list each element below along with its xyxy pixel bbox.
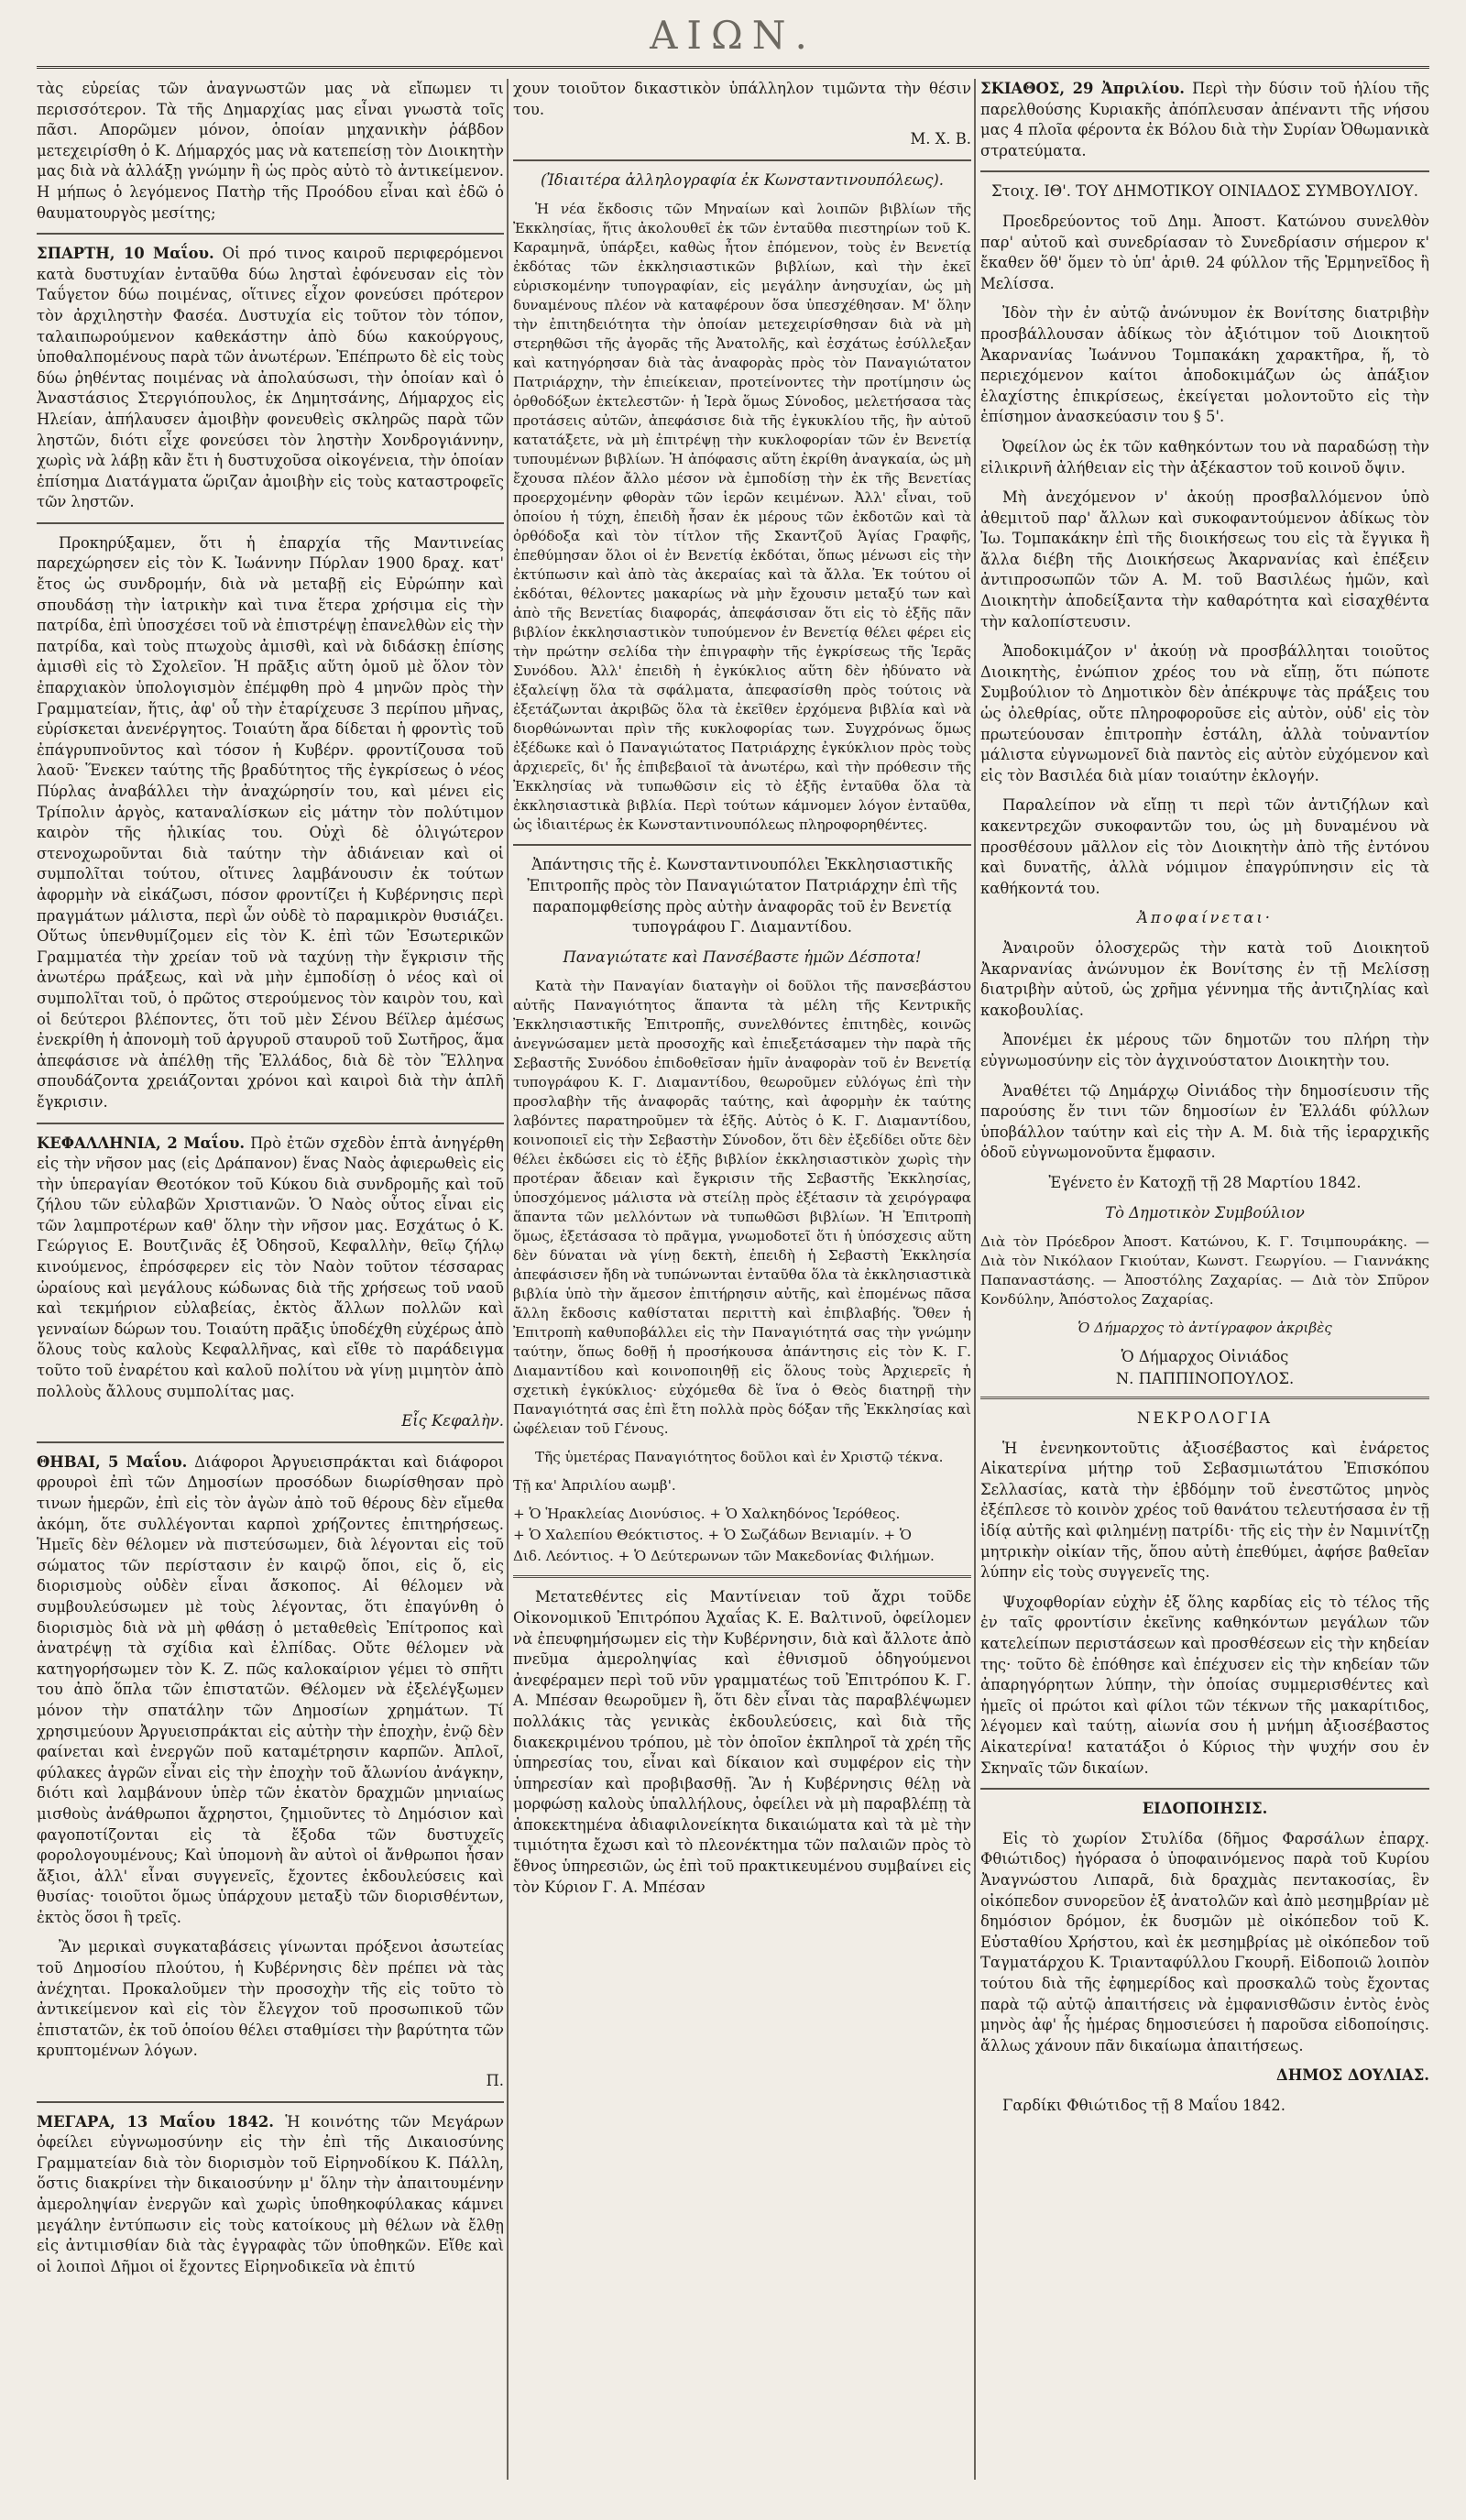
kefallinia-signature: Εἷς Κεφαλὴν. bbox=[401, 1412, 504, 1430]
divider bbox=[980, 1788, 1429, 1790]
reply-date: Τῇ κα' Ἀπριλίου αωμβ'. bbox=[513, 1477, 676, 1495]
copy-line: Ὁ Δήμαρχος τὸ ἀντίγραφον ἀκριβὲς bbox=[1078, 1320, 1332, 1337]
divider bbox=[37, 1123, 504, 1124]
minutes-paragraph-1: Προεδρεύοντος τοῦ Δημ. Ἀποστ. Κατώνου συνελθὸν παρ' αὐτοῦ καὶ συνεδρίασαν τὸ Συνεδρίασιν σήμερον κ' ἔκαθεν ὅθ' ὅμεν τὸ ὑπ' ἀριθ. 24 φύλλον τῆς Ἑρμηνεῖδος ἢ Μελίσσα. bbox=[980, 212, 1429, 292]
sparti-article bbox=[37, 244, 504, 513]
council-signatures: Διὰ τὸν Πρόεδρον Ἀποστ. Κατώνου, Κ. Γ. Τσιμπουράκης. — Διὰ τὸν Νικόλαον Γκιούταν, Κωνστ. Γεωργίου. — Γιαννάκης Παπαναστάσης. — Ἀποστόλης Ζαχαρίας. — Διὰ τὸν Σπῦρον Κονδύλην, Ἀπόστολος Ζαχαρίας. bbox=[980, 1233, 1429, 1309]
notice-signature: ΔΗΜΟΣ ΔΟΥΛΙΑΣ. bbox=[1275, 2066, 1429, 2085]
skiathos-dateline: ΣΚΙΑΘΟΣ, 29 Ἀπριλίου. bbox=[980, 80, 1185, 97]
obituary-paragraph-2: Ψυχοφθορίαν εὐχὴν ἐξ ὅλης καρδίας εἰς τὸ τέλος τῆς ἐν ταῖς φροντίσιν ἐκεῖνης καθηκόντων μεγάλων τῶν κατελείπων περιστάσεων καὶ προσθέσεων εἰς τὴν κηδείαν της· τοῦτο δὲ ἐπόθησε καὶ ἐπέχυσεν εἰς τὴν κηδείαν τῶν ἀπαρηγόρητων λύπην, τὴν ὁποίας συμμερισθέντες καὶ ἡμεῖς οἱ πρώτοι καὶ φίλοι τῶν τέκνων τῆς μακαρίτιδος, λέγομεν καὶ ταύτῃ, αἰωνία σου ἡ μνήμη ἀξιοσέβαστος Αἰκατερίνα! κατατάξοι ὁ Κύριος τὴν ψυχήν σου ἐν Σκηναῖς τῶν δικαίων. bbox=[980, 1593, 1429, 1777]
megara-article bbox=[37, 2112, 504, 2278]
thebes-body-2: Ἂν μερικαὶ συγκαταβάσεις γίνωνται πρόξενοι ἀσωτείας τοῦ Δημοσίου πλούτου, ἡ Κυβέρνησις δὲν πρέπει νὰ τὰς ἀνέχηται. Προκαλοῦμεν τὴν προσοχὴν τῆς εἰς τοῦτο τὸ ἀντικείμενον καὶ εἰς τὸν ἔλεγχον τοῦ προσωπικοῦ τῶν ἐπιστατῶν, ἐκ τοῦ ὁποίου θέλει σταθμίσει τὴν βαρύτητα τῶν κρυπτομένων λόγων. bbox=[37, 1938, 504, 2060]
correspondence-body: Ἡ νέα ἔκδοσις τῶν Μηναίων καὶ λοιπῶν βιβλίων τῆς Ἐκκλησίας, ἥτις ἀκολουθεῖ ἐκ τῶν ἐνταῦθα πιεστηρίων τοῦ Κ. Καραμηνᾶ, ὑπάρξει, καθὼς ἦτον ἐπόμενον, τοὺς ἐν Βενετίᾳ ἐκδότας τῶν ἐκκλησιαστικῶν βιβλίων, καὶ τὴν ἐκεῖ εὑρισκομένην τυπογραφίαν, εἰς μεγάλην ἀνησυχίαν, ὡς μὴ δυναμένους πλέον νὰ καταφέρουν ὅσα ὑπεσχέθησαν. Μ' ὅλην τὴν ἐπιτηδειότητα τὴν ὁποίαν μετεχειρίσθησαν διὰ νὰ μὴ στερηθῶσι τῆς ἀγορᾶς τῆς Ἀνατολῆς, καὶ ἐσχάτως ἐσύλλεξαν καὶ κατηγόρησαν διὰ τὰς ἀναφορὰς πρὸς τὸν Παναγιώτατον Πατριάρχην, τὴν ἐπιείκειαν, προτείνοντες τὴν προτίμησιν ὡς ὀρθοδόξων ἐκτελεστῶν· ἡ Ἱερὰ ὅμως Σύνοδος, μελετήσασα τὰς προτάσεις αὐτῶν, ἀπεφάσισε διὰ τῆς ἐγκυκλίου τῆς, ἣν αὐτοῦ κατατάξετε, νὰ μὴ ἐπιτρέψῃ τὴν κυκλοφορίαν τῶν ἐν Βενετίᾳ τυπουμένων βιβλίων. Ἡ ἀπόφασις αὕτη ἐκρίθη ἀναγκαία, ὡς μὴ ἔχουσα πλέον ἄλλο μέσον νὰ ἐμποδίσῃ τὴν ἐκ τῆς Βενετίας προερχομένην φθορὰν τῶν ἱερῶν κειμένων. Ἀλλ' εἶναι, τοῦ ὁποίου ἡ τύχη, ἐπειδὴ ἦσαν ἐκ μέρους τῶν ἐκδοτῶν καὶ τὰ ὀρθόδοξα καὶ τὸν τίτλον τῆς Σκαντζοῦ Ἁγίας Γραφῆς, ἐπεθύμησαν ὅλοι οἱ ἐν Βενετίᾳ ἐκδόται, ὅπως μένωσι εἰς τὴν ἐκτύπωσιν καὶ ἀπὸ τὰς ἀκεραίας καὶ τὰ ἄλλα. Ἐκ τούτου οἱ ἐκδόται, θέλοντες μακαρίως νὰ μὴν ἔχουσιν μεταξύ των καὶ ἀπὸ τῆς Βενετίας διαφοράς, ἀπεφάσισαν ὅτι εἰς τὸ ἑξῆς πᾶν βιβλίον ἐκκλησιαστικὸν τυπούμενον ἐν Βενετίᾳ θέλει φέρει εἰς τὴν πρώτην σελίδα τὴν ἐπιγραφὴν τῆς ἐγκρίσεως τῆς Ἱερᾶς Συνόδου. Ἀλλ' ἐπειδὴ ἡ ἐγκύκλιος αὕτη δὲν ἠδύνατο νὰ ἐξαλείψῃ ὅλα τὰ σφάλματα, ἀπεφασίσθη πρὸς τούτοις νὰ ἐξετάζωνται ἀκριβῶς ὅλα τὰ ἐκεῖθεν ἐρχόμενα βιβλία καὶ νὰ διορθώνωνται πρὶν τῆς κυκλοφορίας των. Συγχρόνως ὅμως ἐξέδωκε καὶ ὁ Παναγιώτατος Πατριάρχης ἐγκύκλιον πρὸς τοὺς ἀρχιερεῖς, δι' ἧς ἐπιβεβαιοῖ τὰ ἀνωτέρω, καὶ τὴν πρόθεσιν τῆς Ἐκκλησίας νὰ τυπωθῶσιν εἰς τὸ ἑξῆς ἐνταῦθα ὅλα τὰ ἐκκλησιαστικὰ βιβλία. Περὶ τούτων κάμνομεν λόγον ἐνταῦθα, ὡς ἰδιαιτέρως ἐκ Κωνσταντινουπόλεως πληροφορηθέντες. bbox=[513, 201, 971, 834]
kefallinia-article bbox=[37, 1134, 504, 1403]
minutes-paragraph-6: Παραλείπον νὰ εἴπῃ τι περὶ τῶν ἀντιζήλων καὶ κακεντρεχῶν συκοφαντῶν του, ὡς μὴ δυναμένου νὰ προσθέσουν μᾶλλον εἰς τὸν Διοικητὴν ἀπὸ τῆς ἐντόνου καὶ δυνατῆς, ἀλλὰ νόμιμον ἐπαγρύπνησιν εἰς τὰ καθήκοντά του. bbox=[980, 796, 1429, 897]
obituary-heading: ΝΕΚΡΟΛΟΓΙΑ bbox=[1137, 1409, 1273, 1428]
reply-body: Κατὰ τὴν Παναγίαν διαταγὴν οἱ δοῦλοι τῆς πανσεβάστου αὐτῆς Παναγιότητος ἅπαντα τὰ μέλη τῆς Κεντρικῆς Ἐκκλησιαστικῆς Ἐπιτροπῆς, συνελθόντες ἐπιτηδὲς, κοινῶς ἀνεγνώσαμεν μετὰ προσοχῆς καὶ ἐπιεξετάσαμεν τὴν παρὰ τῆς Σεβαστῆς Συνόδου ἐπιδοθεῖσαν ἡμῖν ἀναφορὰν τοῦ ἐν Βενετίᾳ τυπογράφου Κ. Γ. Διαμαντίδου, θεωροῦμεν εὐλόγως ἐπὶ τὴν προσλαβὴν τῆς ἀναφορᾶς ταύτης, καὶ ἀφορμὴν ἐκ ταύτης λαβόντες παρατηροῦμεν τὰ ἑξῆς. Αὐτὸς ὁ Κ. Γ. Διαμαντίδου, κοινοποιεῖ εἰς τὴν Σεβαστὴν Σύνοδον, ὅτι δὲν ἐξεδίδει οὔτε δὲν θέλει ἐκδώσει εἰς τὸ ἑξῆς βιβλίον ἐκκλησιαστικὸν χωρὶς τὴν προτέραν ἄδειαν καὶ ἔγκρισιν τῆς Σεβαστῆς Ἐκκλησίας, ὑποσχόμενος μάλιστα νὰ στείλῃ πρὸς ἐξέτασιν τὰ χειρόγραφα ἅπαντα τῶν μελλόντων νὰ τυπωθῶσι βιβλίων. Ἡ Ἐπιτροπὴ ὅμως, ἐξετάσασα τὸ πρᾶγμα, γνωμοδοτεῖ ὅτι ἡ ὑπόσχεσις αὕτη δὲν δύναται νὰ γίνῃ δεκτὴ, ἐπειδὴ ἡ Σεβαστὴ Ἐκκλησία ἀπεφάσισεν ἤδη νὰ τυπώνωνται ἐνταῦθα ὅλα τὰ ἐκκλησιαστικὰ βιβλία ὑπὸ τὴν ἄμεσον ἐπιτήρησιν αὐτῆς, καὶ ἐπομένως πᾶσα ἄλλη ἔκδοσις καθίσταται περιττὴ καὶ ἐπιβλαβής. Ὅθεν ἡ Ἐπιτροπὴ καθυποβάλλει εἰς τὴν Παναγιότητά σας τὴν γνώμην ταύτην, ὅπως δοθῇ ἡ προσήκουσα ἀπάντησις εἰς τὸν Κ. Γ. Διαμαντίδου καὶ κοινοποιηθῇ εἰς ὅλους τοὺς Ἀρχιερεῖς ἡ σχετικὴ ἐγκύκλιος· εὐχόμεθα δὲ ἵνα ὁ Θεὸς διατηρῇ τὴν Παναγιότητά σας ἐπὶ ἔτη πολλὰ πρὸς δόξαν τῆς Ἐκκλησίας καὶ ὠφέλειαν τοῦ Γένους. bbox=[513, 978, 971, 1438]
sparti-body: Οἱ πρό τινος καιροῦ περιφερόμενοι κατὰ δυστυχίαν ἐνταῦθα δύω λησταὶ ἐφόνευσαν εἰς τὸν Ταΰγετον δύω ποιμένας, οἵτινες εἶχον φονεύσει πρότερον τὸν ἀρχιληστὴν Φασέα. Δυστυχία εἰς τοῦτον τὸν τόπον, ταλαιπωρούμενον καθεκάστην ἀπὸ δύω κακούργους, ὑποθαλπομένους παρὰ τῶν ἀνωτέρων. Ἐπέπρωτο δὲ εἰς τοὺς δύω ῥηθέντας ποιμένας νὰ ἀπολαύσωσι, τὴν ὁποίαν καὶ ὁ Ἀναστάσιος Στεργιόπουλος, ἐκ Δημητσάνης, Δήμαρχος εἰς Ηλείαν, ἀπήλαυσεν ἀμοιβὴν φονευθεὶς σκληρῶς παρὰ τῶν ληστῶν, διότι εἶχε φονεύσει τὸν ληστὴν Χονδρογιάννην, χωρὶς νὰ λάβῃ κἂν ἔτι ἡ δυστυχοῦσα οἰκογένεια, τὴν ὁποίαν ἐπίσημα Διατάγματα ὥριζαν ἀμοιβὴν εἰς τοὺς καταστροφεῖς τῶν ληστῶν. bbox=[37, 245, 505, 511]
correspondence-heading: (Ἰδιαιτέρα ἀλληλογραφία ἐκ Κωνσταντινουπόλεως). bbox=[541, 170, 944, 189]
achaia-article: Μετατεθέντες εἰς Μαντίνειαν τοῦ ἄχρι τοῦδε Οἰκονομικοῦ Ἐπιτρόπου Ἀχαΐας Κ. Ε. Βαλτινοῦ, ὀφείλομεν νὰ ἐπευφημήσωμεν εἰς τὴν Κυβέρνησιν, διὰ καὶ ἄλλοτε ἀπὸ πνεῦμα ἀμεροληψίας καὶ ἐθνισμοῦ ὁδηγούμενοι ἀνεφέραμεν περὶ τοῦ νῦν γραμματέως τοῦ Ἐπιτρόπου Κ. Γ. Α. Μπέσαν θεωροῦμεν ἢ, ὅτι δὲν εἶναι τὰς παραβλέψωμεν πολλάκις τὰς γενικὰς ἐκδουλεύσεις, καὶ διὰ τῆς διακεκριμένου τρόπου, μὲ τὸν ὁποῖον ἐκπληροῖ τὰ χρέη τῆς ὑπηρεσίας του, εἶναι καὶ δίκαιον καὶ συμφέρον εἰς τὴν ὑπηρεσίαν καὶ προβιβασθῇ. Ἂν ἡ Κυβέρνησις θέλῃ νὰ μορφώσῃ καλοὺς ὑπαλλήλους, ὀφείλει νὰ μὴ παραβλέπῃ τὰ ἀποκεκτημένα ἀδιαφιλονείκητα δικαιώματα καὶ τὰ μὲ τὴν τιμιότητα ἔχωσι καὶ τὸ πλεονέκτημα τῶν παλαιῶν πρὸς τὸ ἔθνος ὑπηρεσιῶν, ὡς ἐπὶ τοῦ πρακτικευμένου συμβαίνει εἰς τὸν Κύριον Γ. Α. Μπέσαν bbox=[513, 1588, 971, 1896]
double-divider bbox=[513, 1575, 971, 1578]
signatures-line-2: + Ὁ Χαλεπίου Θεόκτιστος. + Ὁ Σωζάδων Βενιαμίν. + Ὁ bbox=[513, 1527, 912, 1544]
divider bbox=[513, 159, 971, 161]
minutes-paragraph-3: Ὀφείλον ὡς ἐκ τῶν καθηκόντων του νὰ παραδώσῃ τὴν εἰλικρινῆ ἀλήθειαν εἰς τὴν ἀξέκαστον τοῦ κοινοῦ ὄψιν. bbox=[980, 437, 1429, 477]
column-rule-1 bbox=[507, 79, 509, 2480]
top-rule bbox=[37, 66, 1429, 69]
decides-heading: Ἀποφαίνεται· bbox=[1137, 909, 1273, 927]
megara-body: Ἡ κοινότης τῶν Μεγάρων ὀφείλει εὐγνωμοσύνην εἰς τὴν ἐπὶ τῆς Δικαιοσύνης Γραμματείαν διὰ τὸν διορισμὸν τοῦ Εἰρηνοδίκου Κ. Πάλλη, ὅστις διακρίνει τὴν δικαιοσύνην μ' ὅλην τὴν ἀπαιτουμένην ἀμεροληψίαν ἐνεργῶν καὶ χωρὶς ὑποθηκοφύλακας κάμνει μεγάλην ἐντύπωσιν εἰς τοὺς κατοίκους μὴ θέλων νὰ ἔλθῃ εἰς ἀντιμισθίαν διὰ τὰς ἐγγραφὰς τῶν ὑποθηκῶν. Εἴθε καὶ οἱ λοιποὶ Δῆμοι οἱ ἔχοντες Εἰρηνοδικεῖα νὰ ἐπιτύ bbox=[37, 2112, 504, 2275]
continued-paragraph: χουν τοιοῦτον δικαστικὸν ὑπάλληλον τιμῶντα τὴν θέσιν του. bbox=[513, 80, 971, 118]
skiathos-body: Περὶ τὴν δύσιν τοῦ ἡλίου τῆς παρελθούσης Κυριακῆς ἀπόπλευσαν ἀπέναντι τῆς νήσου μας 4 πλοῖα φέροντα ἐκ Βόλου διὰ τὴν Συρίαν Ὀθωμανικὰ στρατεύματα. bbox=[980, 80, 1429, 159]
kefallinia-body: Πρὸ ἐτῶν σχεδὸν ἑπτὰ ἀνηγέρθη εἰς τὴν νῆσον μας (εἰς Δράπανον) ἕνας Ναὸς ἀφιερωθεὶς εἰς τὴν ὑπεραγίαν Θεοτόκον τοῦ Κύκου διὰ συνδρομῆς καὶ τοῦ ζήλου τῶν εὐλαβῶν Χριστιανῶν. Ὁ Ναὸς οὗτος εἶναι εἰς τῶν λαμπροτέρων καθ' ὅλην τὴν νῆσον μας. Εσχάτως ὁ Κ. Γεώργιος Ε. Βουτζινᾶς ἐξ Ὀδησοῦ, Κεφαλλὴν, θεῖῳ ζήλῳ κινούμενος, ἐπρόσφερεν εἰς τὸν Ναὸν τοῦτον τέσσαρας ὡραίους καὶ μεγάλους κώδωνας διὰ τῆς χρήσεως τοῦ ναοῦ καὶ τεκμήριον εὐλαβείας, ἐκτὸς ἄλλων πολλῶν καὶ γενναίων δώρων του. Τοιαύτη πρᾶξις ὑποδέχθη εὐχέρως ἀπὸ ὅλους τοὺς καλοὺς Κεφαλλῆνας, καὶ εἴθε τὸ παράδειγμα τοῦτο τοῦ ἐναρέτου καὶ καλοῦ πολίτου νὰ γίνῃ μιμητὸν ἀπὸ πολλοὺς ἄλλους συμπολίτας μας. bbox=[37, 1134, 505, 1400]
minutes-paragraph-5: Ἀποδοκιμάζον ν' ἀκούῃ νὰ προσβάλληται τοιοῦτος Διοικητὴς, ἐνώπιον χρέος του νὰ εἴπῃ, ὅτι πώποτε Συμβούλιον τὸ Δημοτικὸν δὲν ἀπέκρυψε τὰς πράξεις του ὡς ὀλεθρίας, οὔτε πληροφοροῦσε εἰς αὐτὸν, οὐδ' εἰς τὸν πρωτεύουσαν ἐπιτροπὴν ἐστάλη, ἀλλὰ τοὐναντίον μάλιστα εὐγνωμονεῖ διὰ παντὸς εἰς αὐτὸν εὐχόμενον καὶ εἰς τὸν Βασιλέα διὰ μίαν τοιαύτην ἐκλογήν. bbox=[980, 642, 1429, 784]
notice-body: Εἰς τὸ χωρίον Στυλίδα (δῆμος Φαρσάλων ἐπαρχ. Φθιώτιδος) ἠγόρασα ὁ ὑποφαινόμενος παρὰ τοῦ Κυρίου Ἀναγνώστου Λιπαρᾶ, διὰ δραχμὰς πεντακοσίας, ἓν οἰκόπεδον συνορεῦον ἐξ ἀνατολῶν καὶ ἀπὸ μεσημβρίαν μὲ δημόσιον δρόμον, ἐκ δυσμῶν μὲ οἰκόπεδον τοῦ Κ. Εὐσταθίου Χρήστου, καὶ ἐκ μεσημβρίας μὲ οἰκόπεδον τοῦ Ταγματάρχου Κ. Τριανταφύλλου Γκουρῆ. Εἰδοποιῶ λοιπὸν τούτου διὰ τῆς ἐφημερίδος καὶ προσκαλῶ τοὺς ἔχοντας παρὰ τῷ αὐτῷ ἀπαιτήσεις νὰ ἐμφανισθῶσιν ἐντὸς ἑνὸς μηνὸς ἀφ' ἧς ἡμέρας δημοσιεύσει ἡ παροῦσα εἰδοποίησις. ἄλλως χάνουν πᾶν δικαίωμα ἀπαιτήσεως. bbox=[980, 1829, 1429, 2054]
column-1 bbox=[37, 79, 504, 2286]
decision-paragraph-3: Ἀναθέτει τῷ Δημάρχῳ Οἰνιάδος τὴν δημοσίευσιν τῆς παρούσης ἔν τινι τῶν δημοσίων ἐν Ἑλλάδι φύλλων ὑποβάλλον ταύτην καὶ εἰς τὴν Α. Μ. διὰ τῆς ἱεραρχικῆς ὁδοῦ εὐγνωμονοῦντα ἔμφασιν. bbox=[980, 1081, 1429, 1162]
kefallinia-dateline: ΚΕΦΑΛΛΗΝΙΑ, 2 Μαΐου. bbox=[37, 1134, 246, 1152]
decision-paragraph-1: Ἀναιροῦν ὁλοσχερῶς τὴν κατὰ τοῦ Διοικητοῦ Ἀκαρνανίας ἀνώνυμον ἐκ Βονίτσης ἐν τῇ Μελίσσῃ διατριβὴν αὐτοῦ, ὡς χρῆμα γέννημα τῆς ἀντιζηλίας καὶ κακοβουλίας. bbox=[980, 938, 1429, 1019]
signatures-line-3: Διδ. Λεόντιος. + Ὁ Δεύτερωνων τῶν Μακεδονίας Φιλήμων. bbox=[513, 1548, 935, 1565]
intro-paragraph: τὰς εὐρείας τῶν ἀναγνωστῶν μας νὰ εἴπωμεν τι περισσότερον. Τὰ τῆς Δημαρχίας μας εἶναι γνωστὰ τοῖς πᾶσι. Απορῶμεν μόνον, ὁποίαν μηχανικὴν ῥάβδον μετεχειρίσθη ὁ Κ. Δήμαρχός μας νὰ κατεπείσῃ τὸν Διοικητὴν μας διὰ νὰ ἀλλάξῃ γνώμην ἢ ὡς πρὸς αὐτὸ τὸ ἀντικείμενον. Η μήπως ὁ λεγόμενος Πατὴρ τῆς Προόδου εἶναι καὶ ἐδῶ ὁ θαυματουργὸς μεσίτης; bbox=[37, 80, 504, 222]
council-heading: Τὸ Δημοτικὸν Συμβούλιον bbox=[1105, 1203, 1305, 1222]
divider bbox=[37, 2101, 504, 2103]
continued-signature: Μ. Χ. Β. bbox=[910, 130, 971, 148]
double-divider bbox=[980, 1397, 1429, 1399]
sparti-dateline: ΣΠΑΡΤΗ, 10 Μαΐου. bbox=[37, 245, 214, 263]
reply-heading: Ἀπάντησις τῆς ἐ. Κωνσταντινουπόλει Ἐκκλησιαστικῆς Ἐπιτροπῆς πρὸς τὸν Παναγιώτατον Πατριάρχην ἐπὶ τῆς παραπομφθείσης πρὸς αὐτὴν ἀναφορᾶς τοῦ ἐν Βενετίᾳ τυπογράφου Γ. Διαμαντίδου. bbox=[527, 856, 957, 937]
mayor-name: Ν. ΠΑΠΠΙΝΟΠΟΥΛΟΣ. bbox=[1115, 1370, 1295, 1388]
decision-paragraph-2: Ἀπονέμει ἐκ μέρους τῶν δημοτῶν του πλήρη τὴν εὐγνωμοσύνην εἰς τὸν ἀγχινούστατον Διοικητὴν του. bbox=[980, 1031, 1429, 1069]
divider bbox=[980, 170, 1429, 172]
notice-date: Γαρδίκι Φθιώτιδος τῇ 8 Μαΐου 1842. bbox=[1002, 2096, 1285, 2114]
column-2 bbox=[513, 79, 971, 1907]
divider bbox=[37, 522, 504, 524]
dated-line: Ἐγένετο ἐν Κατοχῇ τῇ 28 Μαρτίου 1842. bbox=[1048, 1173, 1362, 1191]
mantineia-article: Προκηρύξαμεν, ὅτι ἡ ἐπαρχία τῆς Μαντινείας παρεχώρησεν εἰς τὸν Κ. Ἰωάννην Πύρλαν 1900 δραχ. κατ' ἔτος ὡς συνδρομήν, διὰ νὰ μεταβῇ εἰς Εὐρώπην καὶ σπουδάσῃ τὴν ἰατρικὴν καὶ τινα ἕτερα χρήσιμα εἰς τὴν πατρίδα, ἐπὶ ὑποσχέσει τοῦ νὰ ἐπιστρέψῃ ἐπανελθὼν εἰς τὴν πατρίδα, καὶ τοὺς πτωχοὺς ἀμισθὶ, καὶ νὰ διδάσκῃ ἐπίσης ἀμισθὶ εἰς τὸ Σχολεῖον. Ἡ πρᾶξις αὕτη ὁμοῦ μὲ ὅλον τὸν ἐπαρχιακὸν ὑπολογισμὸν ἐπέμφθη πρὸ 4 μηνῶν πρὸς τὴν Γραμματείαν, ἥτις, ἀφ' οὗ τὴν ἐταρίχευσε 3 περίπου μῆνας, εὑρίσκεται ἀνενέργητος. Τοιαύτη ἄρα δίδεται ἡ φροντὶς τοῦ ἐπάγρυπνοῦντος καὶ τόσον ἡ Κυβέρν. φροντίζουσα τοῦ λαοῦ· Ἕνεκεν ταύτης τῆς βραδύτητος τῆς ἐγκρίσεως ὁ νέος Πύρλας ἀναβάλλει τὴν ἀναχώρησίν του, καὶ μένει εἰς Τρίπολιν ἀργὸς, καταναλίσκων εἰς μάτην τὸν πολύτιμον καιρὸν τῆς ἡλικίας του. Οὐχὶ δὲ ὀλιγώτερον στενοχωροῦνται διὰ ταύτην τὴν ἀδιάνειαν καὶ οἱ συμπολῖται τούτου, οἵτινες λαμβάνουσιν ἐκ τούτων ἀφορμὴν νὰ εἰκάζωσι, πόσον φροντίζει ἡ Κυβέρνησις περὶ πραγμάτων μάλιστα, περὶ ὧν οὐδὲ τὸ παραμικρὸν θυσιάζει. Οὕτως ὑπενθυμίζομεν εἰς τὸν Κ. ἐπὶ τῶν Ἐσωτερικῶν Γραμματέα τὴν χρείαν τοῦ νὰ ταχύνῃ τὴν ἔγκρισιν τῆς ἀνωτέρω πράξεως, καὶ νὰ μὴν ἐμποδίσῃ ὁ νέος καὶ οἱ συμπολῖται τοῦ, ὁ πρῶτος στερούμενος τὸν καιρὸν του, καὶ οἱ δεύτεροι βλέποντες, ὅτι τοῦ μὲν Σένου Βέϊλερ ἀμέσως ἐνεκρίθη ἡ ἀπονομὴ τοῦ ἀργυροῦ σταυροῦ τοῦ Σωτῆρος, ἅμα ἀπεφάσισε νὰ ἀπέλθῃ τῆς Ἑλλάδος, διὰ δὲ τὸν Ἕλληνα σπουδάζοντα χρειάζονται χρόνοι καὶ καιροὶ διὰ τὴν ἁπλῆ ἔγκρισιν. bbox=[37, 533, 504, 1111]
divider bbox=[37, 233, 504, 235]
megara-dateline: ΜΕΓΑΡΑ, 13 Μαΐου 1842. bbox=[37, 2112, 274, 2131]
minutes-heading: Στοιχ. ΙΘ'. ΤΟΥ ΔΗΜΟΤΙΚΟΥ ΟΙΝΙΑΔΟΣ ΣΥΜΒΟΥΛΙΟΥ. bbox=[991, 182, 1418, 201]
thebes-dateline: ΘΗΒΑΙ, 5 Μαΐου. bbox=[37, 1452, 188, 1471]
thebes-body: Διάφοροι Ἀργυεισπράκται καὶ διάφοροι φρουροὶ ἐπὶ τῶν Δημοσίων προσόδων διωρίσθησαν πρὸ τινων ἡμερῶν, ἐπὶ εἰς τὸν ἀγὼν ἀπὸ τοῦ θέρους δὲν εἴμεθα ἀκόμη, ὅτε συλλέγονται καρποὶ χρήζοντες ἐπιτηρήσεως. Ἡμεῖς δὲν θέλομεν νὰ πιστεύσωμεν, διὰ λέγονται εἰς τοῦ σώματος τῶν περίστασιν ἐν καιρῷ ὅποι, εἰς ὅ, εἰς διορισμοὺς οὐδὲν εἶναι ἄσκοπος. Αἱ θέλομεν νὰ συμβουλεύσωμεν μὲ τοὺς λέγοντας, ὅτι ἐπαγύνθη ὁ διορισμὸς διὰ νὰ μὴ φθάσῃ ὁ μεταθεθεὶς Ἐπίτροπος καὶ ἀνατρέψῃ τὰ σχίδια καὶ ἐλπίδας. Οὔτε θέλομεν νὰ κατηγορήσωμεν τὸν Κ. Ζ. πῶς καλοκαίριον γέμει τὸ σπῆτι του ἀπὸ ὅπλα τῶν ἐπιστατῶν. Θέλομεν νὰ ἐξελέγξωμεν μόνον τὴν σπατάλην τῶν Δημοσίων χρημάτων. Τί χρησιμεύουν Ἀργυεισπράκται εἰς αὐτὴν τὴν ἐποχὴν, ἐνῷ δὲν φαίνεται καὶ ἐνεργῶν ποῦ καταμέτρησιν καρπῶν. Ἀπλοῖ, φύλακες ἀγρῶν εἶναι εἰς τὴν ἐποχὴν τοῦ ἄλωνίου ἀνάγκην, διότι καὶ λαμβάνουν ὑπὲρ τῶν ἑκατὸν δραχμῶν μηνιαίως μισθοὺς ἀνάθρωποι ἄχρηστοι, ζημιοῦντες τὸ Δημόσιον καὶ φαγοποτίζονται εἰς τὰ ἔξοδα τῶν δυστυχεῖς φορολογουμένους; Καὶ ὑπομονὴ ἂν αὐτοὶ οἱ ἄνθρωποι ἦσαν ἄξιοι, ἀλλ' εἶναι συγγενεῖς, ἔχοντες ἐκδουλεύσεις καὶ θυσίας· τοιοῦτοι ὅμως ὑπάρχουν μεταξὺ τῶν διορισθέντων, ἐκτὸς ὅσοι ἢ τρεῖς. bbox=[37, 1452, 504, 1926]
thebes-article bbox=[37, 1452, 504, 1929]
obituary-paragraph-1: Ἡ ἐνενηκοντοῦτις ἀξιοσέβαστος καὶ ἐνάρετος Αἰκατερίνα μήτηρ τοῦ Σεβασμιωτάτου Ἐπισκόπου Σελλασίας, κατὰ τὴν ἑβδόμην τοῦ ἐνεστῶτος μηνὸς ἐξέπλεσε τὸ κοινὸν χρέος τοῦ θανάτου τελευτήσασα ἐν τῇ ἰδίᾳ αὐτῆς καὶ φιλημένῃ πατρίδι· τῆς εἰς τὴν ἐν Ναμινίτζῃ μητρικὴν οἰκίαν τῆς, ὅπου αὐτὴ ἐπεθύμει, ἀφήσε βαθεῖαν λύπην εἰς τοὺς συγγενεῖς της. bbox=[980, 1439, 1429, 1582]
divider bbox=[37, 1441, 504, 1443]
reply-closing: Τῆς ὑμετέρας Παναγιότητος δοῦλοι καὶ ἐν Χριστῷ τέκνα. bbox=[535, 1449, 944, 1466]
masthead-title: ΑΙΩΝ. bbox=[650, 13, 816, 58]
mayor-title: Ὁ Δήμαρχος Οἰνιάδος bbox=[1121, 1348, 1289, 1366]
signatures-line-1: + Ὁ Ἡρακλείας Διονύσιος. + Ὁ Χαλκηδόνος Ἱερόθεος. bbox=[513, 1506, 901, 1523]
column-3 bbox=[980, 79, 1429, 2126]
reply-salutation: Παναγιώτατε καὶ Πανσέβαστε ἡμῶν Δέσποτα! bbox=[563, 948, 922, 966]
minutes-paragraph-4: Μὴ ἀνεχόμενον ν' ἀκούῃ προσβαλλόμενον ὑπὸ ἀθεμιτοῦ παρ' ἄλλων καὶ συκοφαντούμενον ἀδίκως τὸν Ἰω. Τομπακάκην ἐπὶ τῆς διοικήσεως του εἰς τὰ ἔγγικα ἢ ἄλλα διέβη τῆς Διοικήσεως Ἀκαρνανίας καὶ ἐπέξειν ἀντιπροσωπῶν τῶν Α. Μ. τοῦ Βασιλέως ἡμῶν, καὶ Διοικητὴν ἀποδείξαντα τὴν καθαρότητα καὶ εἰσαχθέντα τὴν καλοπίστευσιν. bbox=[980, 488, 1429, 630]
minutes-paragraph-2: Ἰδὸν τὴν ἐν αὐτῷ ἀνώνυμον ἐκ Βονίτσης διατριβὴν προσβάλλουσαν ἀδίκως τὸν ἀξιότιμον τοῦ Διοικητοῦ Ἀκαρνανίας Ἰωάννου Τομπακάκη χαρακτῆρα, ἥ, τὸ περιεχόμενον καίτοι ἀποδοκιμάζων ὡς ἀπάξιον ἐλαχίστης ἐπικρίσεως, ἐκείγεται μολοντοῦτο εἰς τὴν ἐπίσημον ἀνασκεύασιν του § 5'. bbox=[980, 304, 1429, 426]
notice-heading: ΕΙΔΟΠΟΙΗΣΙΣ. bbox=[1142, 1800, 1268, 1818]
skiathos-article bbox=[980, 79, 1429, 161]
thebes-signature: Π. bbox=[486, 2072, 504, 2090]
divider bbox=[513, 844, 971, 846]
column-rule-2 bbox=[974, 79, 976, 2480]
